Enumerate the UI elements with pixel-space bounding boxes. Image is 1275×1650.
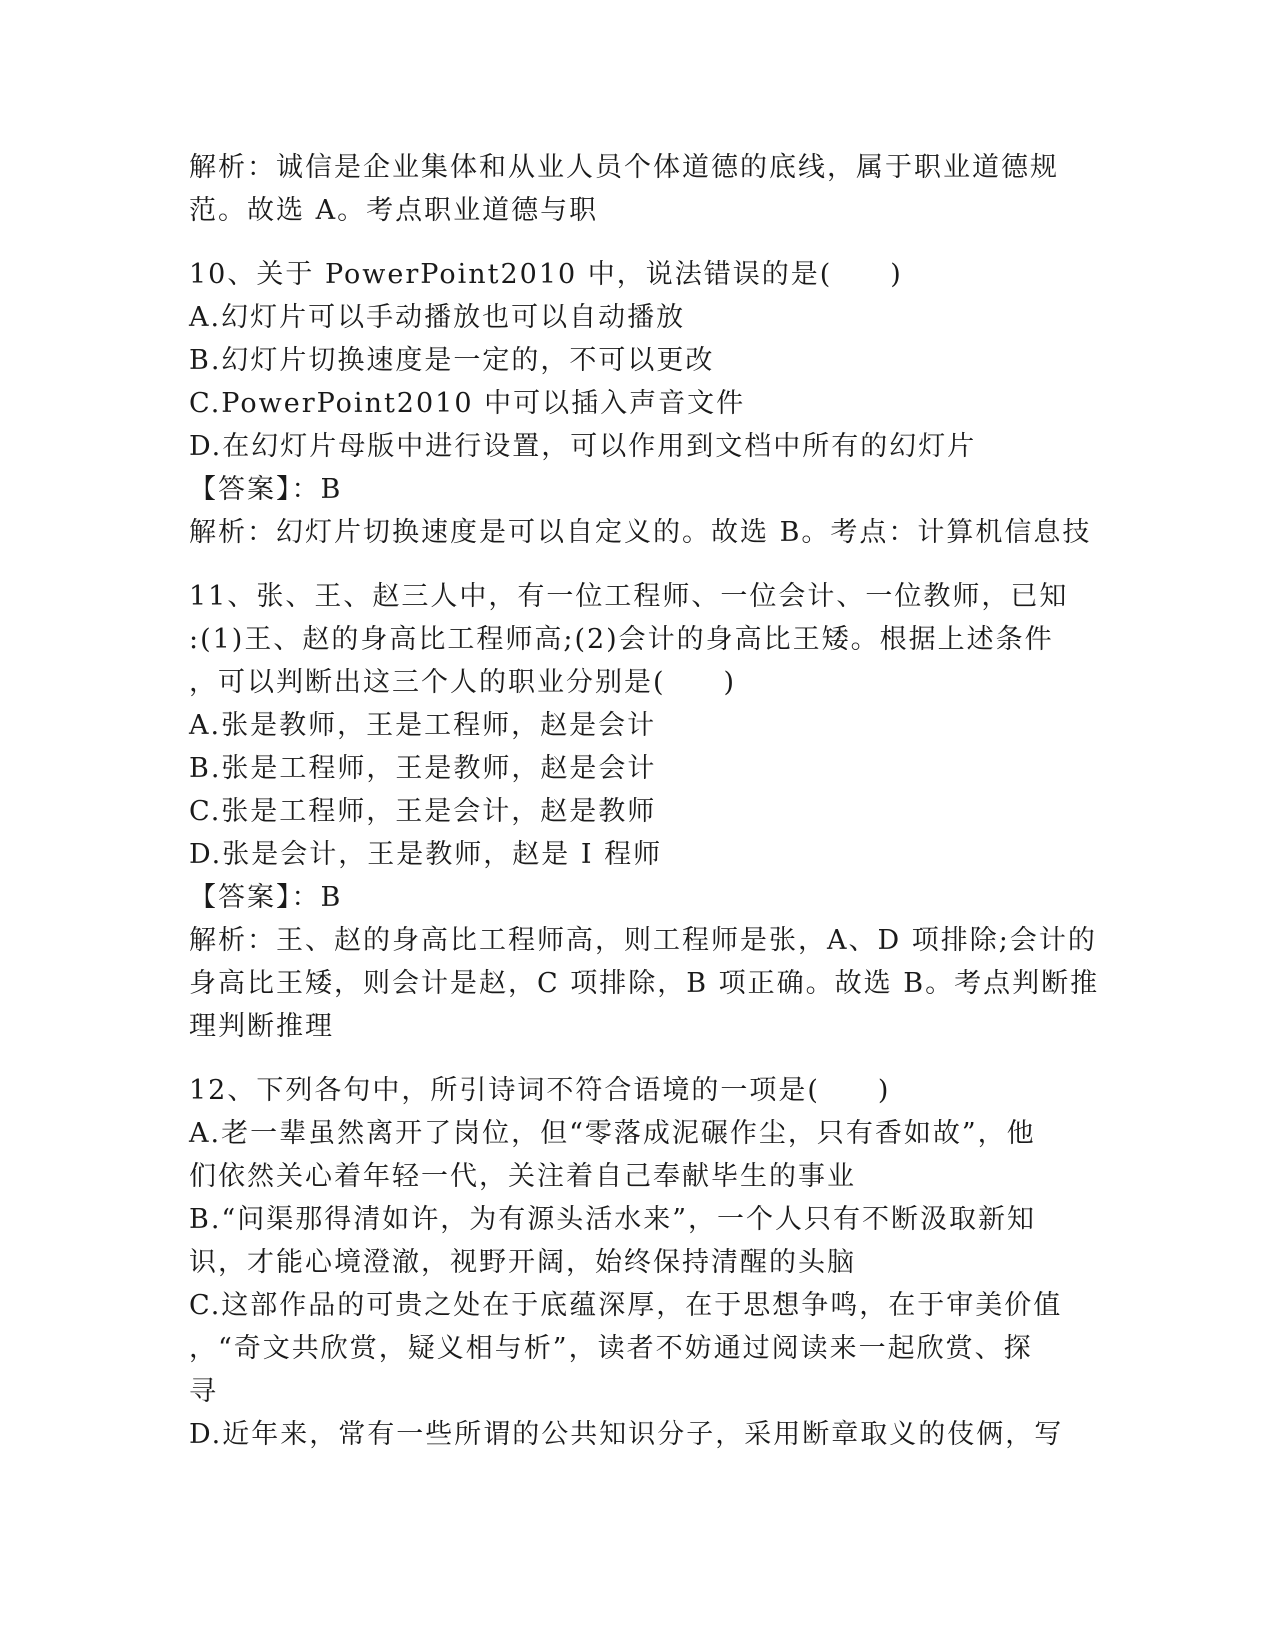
option-c-cont: 寻 (189, 1376, 218, 1407)
option-b-cont: 识，才能心境澄澈，视野开阔，始终保持清醒的头脑 (189, 1247, 856, 1278)
option-a-cont: 们依然关心着年轻一代，关注着自己奉献毕生的事业 (189, 1161, 856, 1192)
option-c-cont: ，“奇文共欣赏，疑义相与析”，读者不妨通过阅读来一起欣赏、探 (189, 1333, 1033, 1364)
option-d: D.近年来，常有一些所谓的公共知识分子，采用断章取义的伎俩，写 (189, 1419, 1064, 1450)
spacer (189, 554, 1089, 575)
answer-label: 【答案】：B (189, 882, 343, 913)
option-b: B.张是工程师，王是教师，赵是会计 (189, 753, 657, 784)
option-a: A.张是教师，王是工程师，赵是会计 (189, 710, 657, 741)
option-a: A.老一辈虽然离开了岗位，但“零落成泥碾作尘，只有香如故”，他 (189, 1118, 1036, 1149)
prev-question-analysis (189, 146, 1089, 232)
question-stem: ，可以判断出这三个人的职业分别是( ) (189, 667, 737, 698)
option-b: B.幻灯片切换速度是一定的，不可以更改 (189, 345, 715, 376)
option-b: B.“问渠那得清如许，为有源头活水来”，一个人只有不断汲取新知 (189, 1204, 1037, 1235)
analysis-line: 范。故选 A。考点职业道德与职 (189, 195, 599, 226)
option-c: C.这部作品的可贵之处在于底蕴深厚，在于思想争鸣，在于审美价值 (189, 1290, 1063, 1321)
page-content (189, 146, 1100, 1456)
analysis-line: 身高比王矮，则会计是赵，C 项排除，B 项正确。故选 B。考点判断推 (189, 968, 1100, 999)
analysis-line: 解析：幻灯片切换速度是可以自定义的。故选 B。考点：计算机信息技 (189, 517, 1092, 548)
analysis-line: 解析：诚信是企业集体和从业人员个体道德的底线，属于职业道德规 (189, 152, 1059, 183)
question-stem: 12、下列各句中，所引诗词不符合语境的一项是( ) (189, 1075, 891, 1106)
analysis-line: 解析：王、赵的身高比工程师高，则工程师是张，A、D 项排除;会计的 (189, 925, 1097, 956)
spacer (189, 232, 1089, 253)
option-a: A.幻灯片可以手动播放也可以自动播放 (189, 302, 686, 333)
spacer (189, 1048, 1089, 1069)
question-stem: :(1)王、赵的身高比工程师高;(2)会计的身高比王矮。根据上述条件 (189, 624, 1054, 655)
option-d: D.张是会计，王是教师，赵是 I 程师 (189, 839, 663, 870)
option-c: C.张是工程师，王是会计，赵是教师 (189, 796, 657, 827)
answer-label: 【答案】：B (189, 474, 343, 505)
question-12 (189, 1069, 1089, 1456)
question-stem: 11、张、王、赵三人中，有一位工程师、一位会计、一位教师，已知 (189, 581, 1069, 612)
analysis-line: 理判断推理 (189, 1011, 334, 1042)
option-d: D.在幻灯片母版中进行设置，可以作用到文档中所有的幻灯片 (189, 431, 977, 462)
question-11 (189, 575, 1100, 1048)
question-10 (189, 253, 1092, 554)
option-c: C.PowerPoint2010 中可以插入声音文件 (189, 388, 746, 419)
question-stem: 10、关于 PowerPoint2010 中，说法错误的是( ) (189, 259, 903, 290)
